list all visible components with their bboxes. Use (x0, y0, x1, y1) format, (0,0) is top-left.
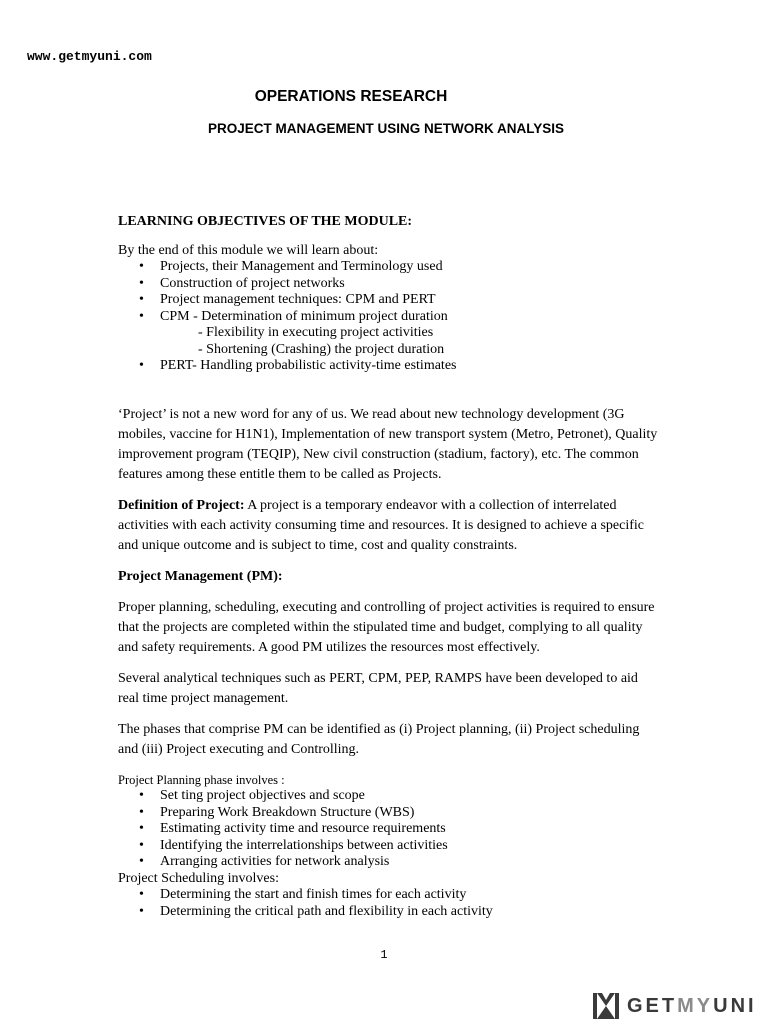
logo-text: GETMYUNI (627, 994, 757, 1017)
document-subtitle: PROJECT MANAGEMENT USING NETWORK ANALYSIS (207, 121, 565, 136)
scheduling-list (118, 887, 658, 920)
learning-list-last (118, 358, 658, 375)
list-item: • Arranging activities for network analysis (118, 854, 658, 871)
page-number: 1 (380, 948, 388, 962)
definition-label: Definition of Project: (118, 497, 245, 513)
list-item: • Project management techniques: CPM and PERT (118, 292, 658, 309)
planning-list (118, 788, 658, 871)
planning-heading: Project Planning phase involves : (118, 772, 285, 787)
list-item: • Projects, their Management and Terminology used (118, 259, 658, 276)
pm-paragraph: Proper planning, scheduling, executing and controlling of project activities is required to ensure that the projects are completed within the stipulated time and budget, complying to all quality and safety requirements. A good PM utilizes the resources most effectively. (118, 599, 655, 655)
scheduling-heading: Project Scheduling involves: (118, 870, 279, 886)
list-item: • CPM - Determination of minimum project duration (118, 309, 658, 326)
cpm-sub-item: - Flexibility in executing project activities (198, 325, 434, 340)
getmyuni-logo (593, 987, 757, 1025)
list-item: • Construction of project networks (118, 276, 658, 293)
list-item: • Set ting project objectives and scope (118, 788, 658, 805)
list-item: • Preparing Work Breakdown Structure (WBS) (118, 805, 658, 822)
learning-list (118, 259, 658, 325)
cpm-sub-item: - Shortening (Crashing) the project duration (198, 341, 445, 357)
list-item: • Determining the critical path and flexibility in each activity (118, 904, 658, 921)
list-item: • PERT- Handling probabilistic activity-time estimates (118, 358, 658, 375)
list-item: • Determining the start and finish times for each activity (118, 887, 658, 904)
learning-objectives-heading: LEARNING OBJECTIVES OF THE MODULE: (118, 214, 413, 229)
project-paragraph: ‘Project’ is not a new word for any of us. We read about new technology development (3G mobiles, vaccine for H1N1), Implementation of new transport system (Metro, Petronet), Quality improvement program (TEQIP), New civil construction (stadium, factory), etc. The common features among these entitle them to be called as Projects. (118, 406, 658, 482)
list-item: • Identifying the interrelationships between activities (118, 838, 658, 855)
definition-text: A project is a temporary endeavor with a collection of interrelated activities with each activity consuming time and resources. It is designed to achieve a specific and unique outcome and is subject to time, cost and quality constraints. (118, 497, 644, 553)
learning-intro: By the end of this module we will learn about: (118, 242, 379, 258)
logo-mark-icon (593, 989, 619, 1023)
header-url: www.getmyuni.com (27, 49, 152, 64)
techniques-paragraph: Several analytical techniques such as PERT, CPM, PEP, RAMPS have been developed to aid real time project management. (118, 670, 638, 706)
page-content (118, 214, 658, 920)
list-item: • Estimating activity time and resource requirements (118, 821, 658, 838)
phases-paragraph: The phases that comprise PM can be identified as (i) Project planning, (ii) Project scheduling and (iii) Project executing and Controlling. (118, 721, 640, 757)
pm-heading: Project Management (PM): (118, 568, 283, 584)
document-title: OPERATIONS RESEARCH (254, 88, 448, 105)
definition-paragraph (118, 496, 658, 556)
